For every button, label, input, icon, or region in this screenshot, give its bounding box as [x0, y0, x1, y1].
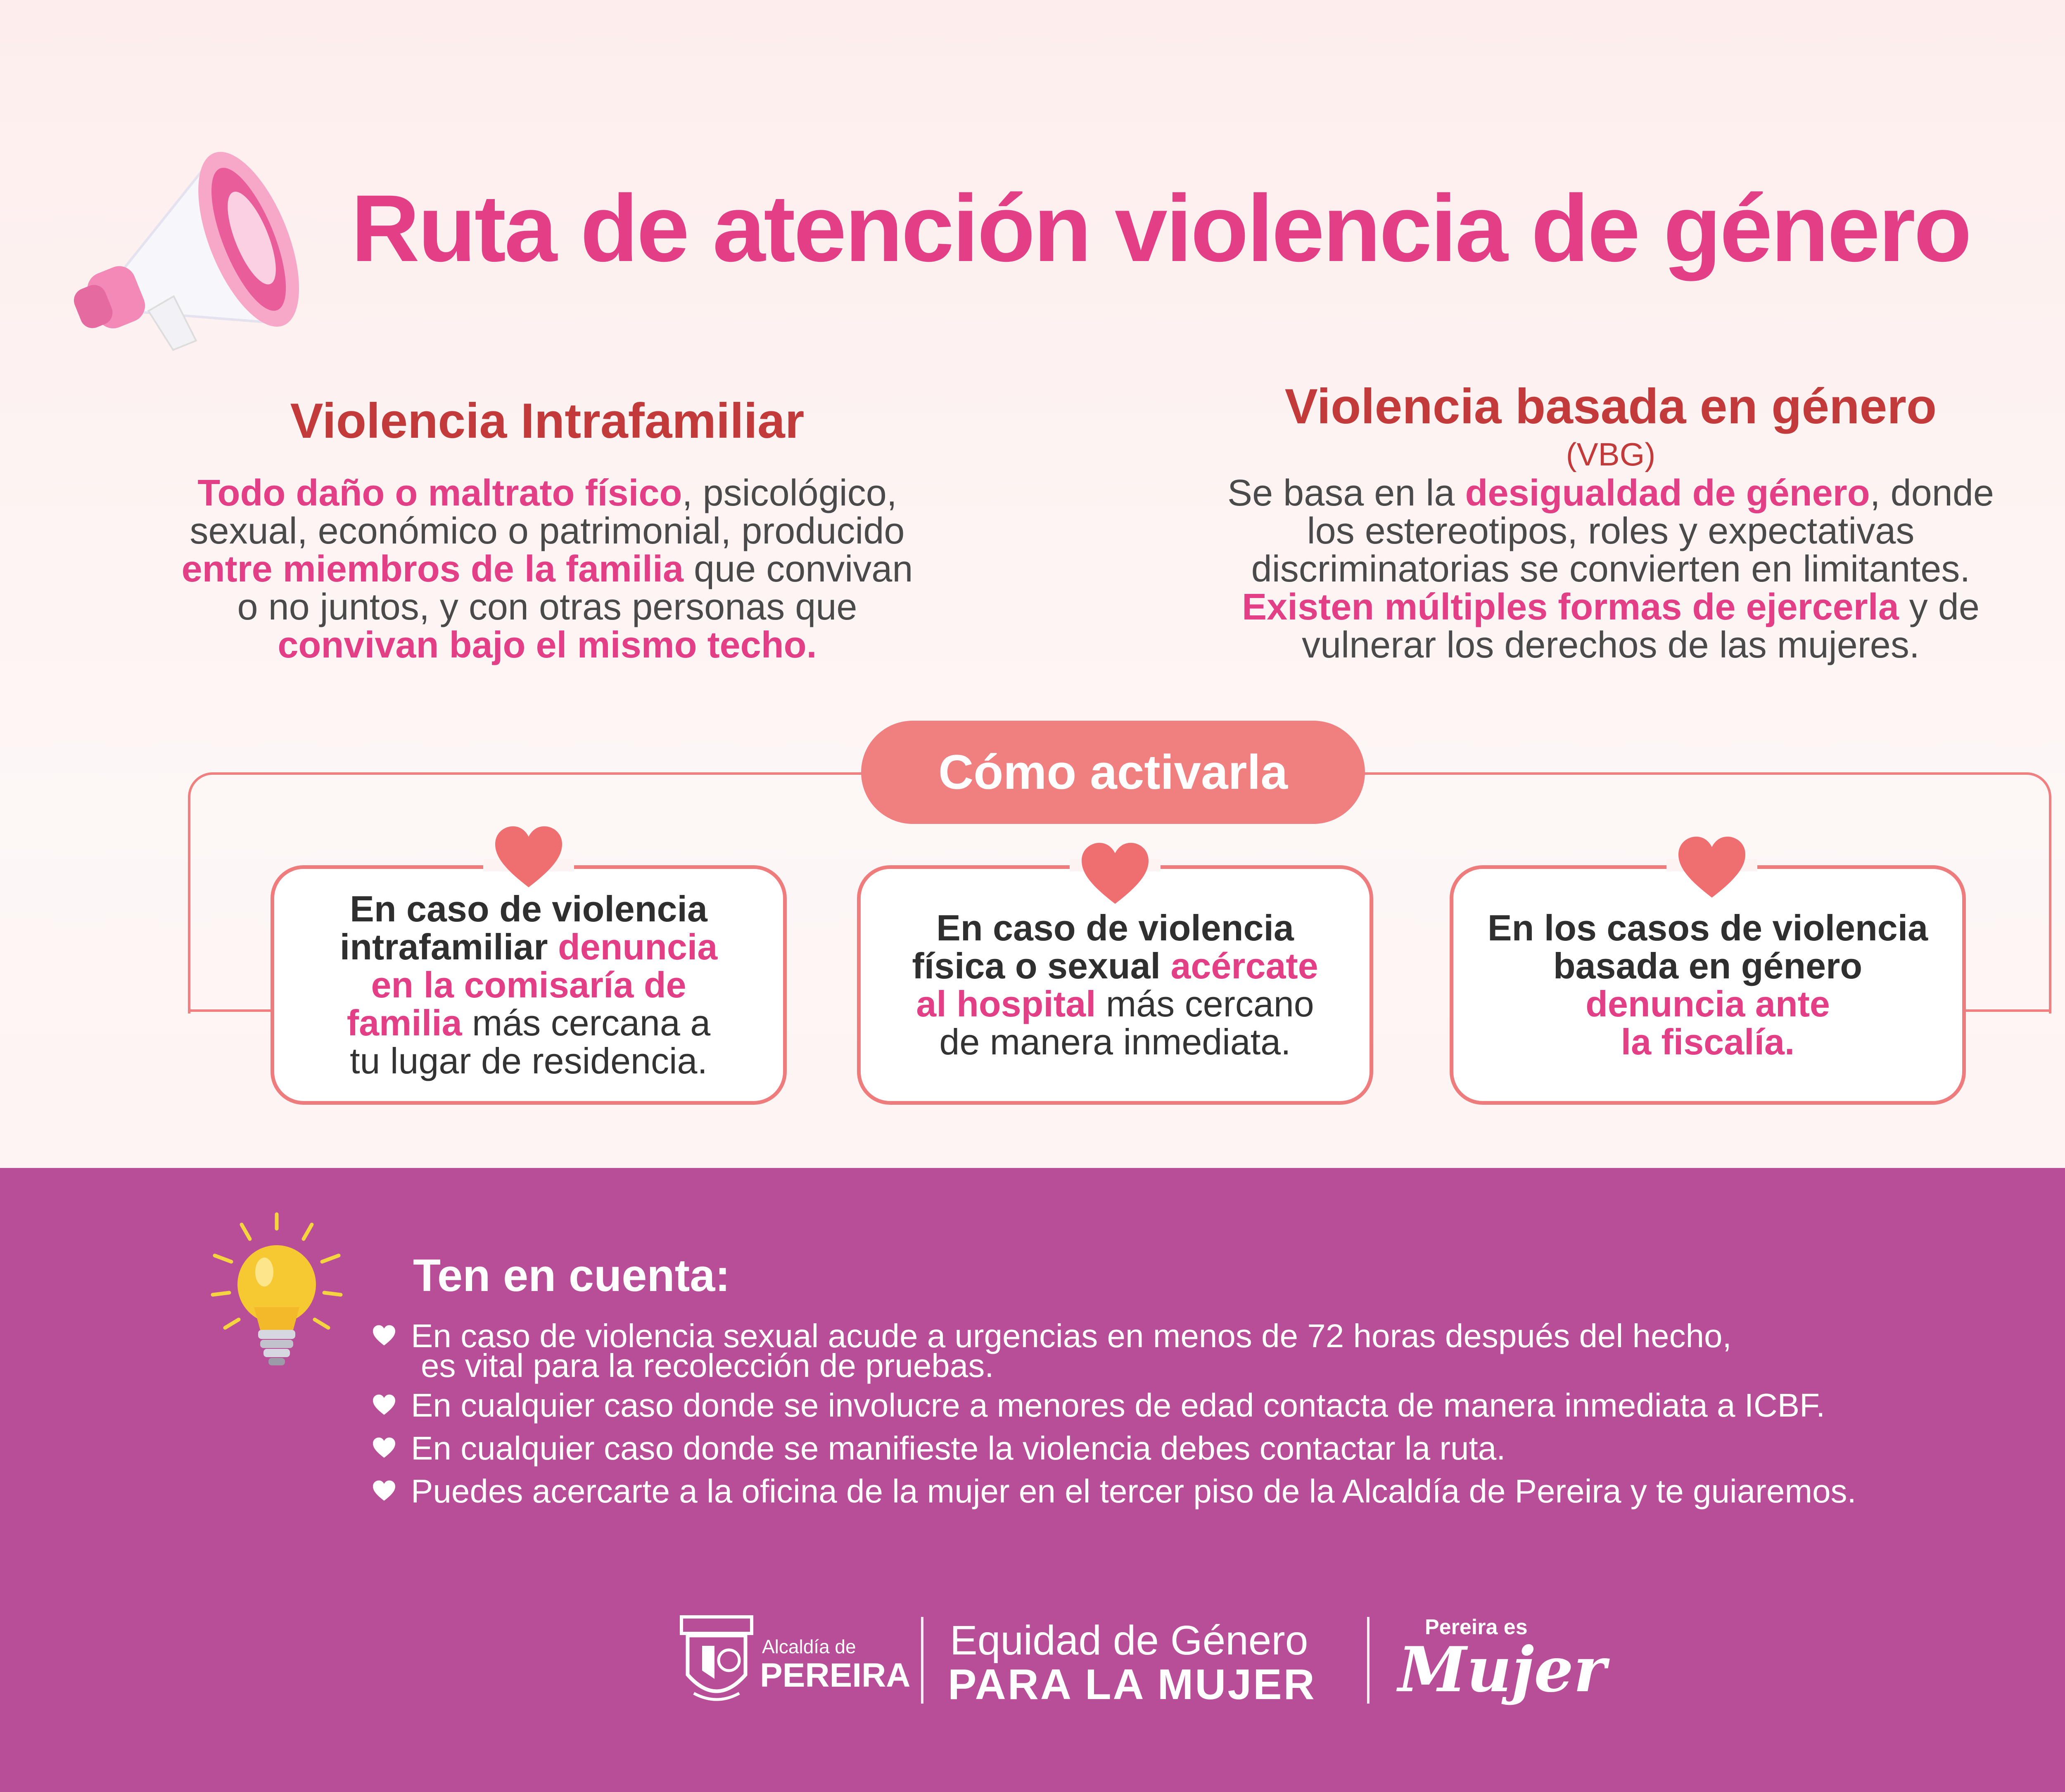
footer-divider — [1367, 1617, 1370, 1704]
vbg-subheading: (VBG) — [1566, 436, 1656, 472]
megaphone-icon — [58, 124, 314, 396]
frame-connector-right — [1962, 1009, 2049, 1012]
intrafamiliar-text: Todo daño o maltrato físico, psicológico, sexual, económico o patrimonial, producido entre miembros de la familia que convivan o no juntos, y con otras personas que convivan bajo el mismo techo. — [181, 472, 913, 666]
list-item: En cualquier caso donde se manifieste la violencia debes contactar la ruta. — [372, 1432, 2065, 1465]
mujer-logo-text: Mujer — [1398, 1633, 1606, 1706]
vbg-heading: Violencia basada en género — [1284, 379, 1937, 434]
heart-icon — [372, 1393, 396, 1418]
heart-icon — [372, 1479, 396, 1504]
heart-icon — [372, 1436, 396, 1461]
alcaldia-pereira-label: PEREIRA — [760, 1657, 911, 1694]
equidad-label: Equidad de Género — [950, 1617, 1308, 1664]
page-title: Ruta de atención violencia de género — [351, 175, 1970, 281]
heart-icon — [1675, 832, 1749, 907]
lightbulb-icon — [202, 1206, 351, 1379]
intrafamiliar-heading: Violencia Intrafamiliar — [290, 393, 805, 449]
vbg-text: Se basa en la desigualdad de género, donde los estereotipos, roles y expectativas discriminatorias se convierten en limitantes. Existen múltiples formas de ejercerla y de vulnerar los derechos de las mujeres. — [1227, 472, 1994, 666]
card-fisica-sexual: En caso de violencia física o sexual acércate al hospital más cercano de manera inmediata. — [857, 865, 1373, 1105]
footer-divider — [921, 1617, 923, 1704]
card-vbg: En los casos de violencia basada en género denuncia ante la fiscalía. — [1450, 865, 1966, 1105]
alcaldia-small-label: Alcaldía de — [762, 1636, 856, 1657]
heart-icon — [491, 822, 566, 896]
list-item: En cualquier caso donde se involucre a menores de edad contacta de manera inmediata a ICBF. — [372, 1389, 2065, 1422]
how-to-activate-badge: Cómo activarla — [861, 721, 1365, 824]
pereira-es-label: Pereira es — [1425, 1615, 1528, 1639]
card-intrafamiliar: En caso de violencia intrafamiliar denuncia en la comisaría de familia más cercana a tu lugar de residencia. — [271, 865, 787, 1105]
tips-heading: Ten en cuenta: — [413, 1250, 731, 1301]
heart-icon — [372, 1324, 396, 1348]
list-item: Puedes acercarte a la oficina de la mujer en el tercer piso de la Alcaldía de Pereira y te guiaremos. — [372, 1475, 2065, 1508]
para-la-mujer-label: PARA LA MUJER — [948, 1661, 1316, 1709]
frame-connector-left — [188, 1009, 275, 1012]
heart-icon — [1078, 838, 1152, 913]
tips-list — [372, 1317, 2065, 1518]
list-item: En caso de violencia sexual acude a urgencias en menos de 72 horas después del hecho, es vital para la recolección de pruebas. — [372, 1320, 2065, 1379]
coat-of-arms-icon — [677, 1613, 756, 1708]
